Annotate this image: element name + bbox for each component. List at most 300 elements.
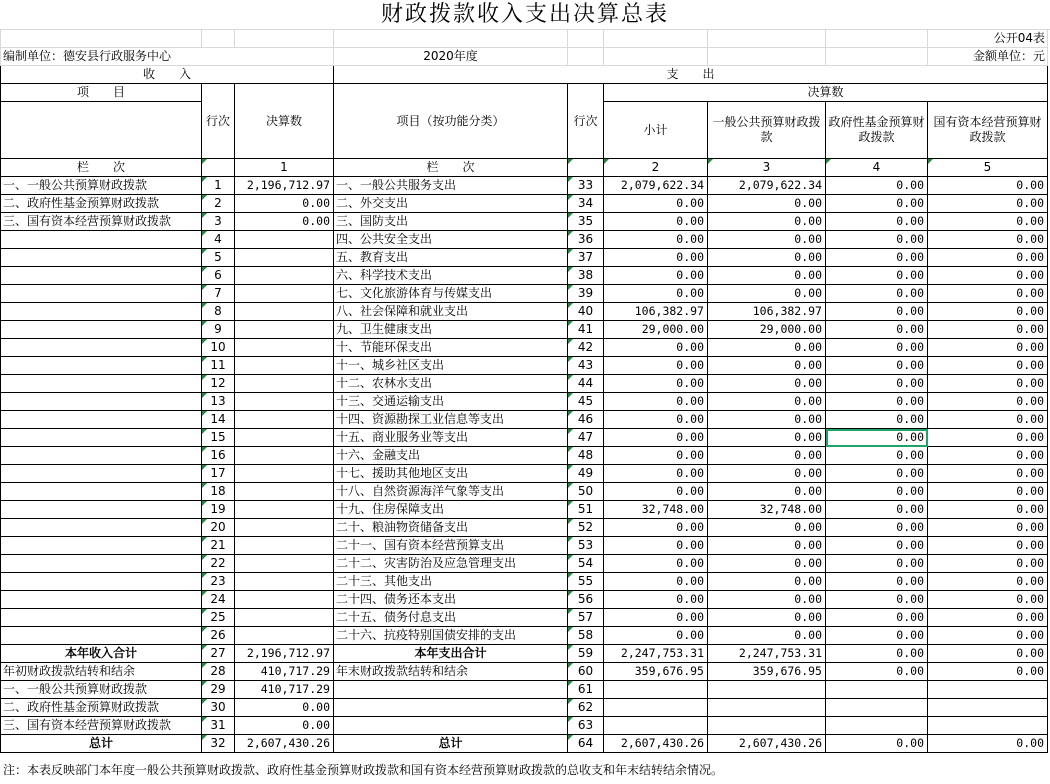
expense-fund[interactable] <box>826 699 928 717</box>
expense-general[interactable]: 0.00 <box>708 411 826 429</box>
income-row-no[interactable]: 23 <box>202 573 235 591</box>
expense-subtotal[interactable] <box>604 699 708 717</box>
expense-fund[interactable]: 0.00 <box>826 519 928 537</box>
expense-fund[interactable]: 0.00 <box>826 195 928 213</box>
expense-fund[interactable]: 0.00 <box>826 573 928 591</box>
expense-general[interactable]: 0.00 <box>708 339 826 357</box>
expense-row-no[interactable]: 48 <box>568 447 604 465</box>
income-row-no[interactable]: 12 <box>202 375 235 393</box>
income-item[interactable]: 本年收入合计 <box>1 645 202 663</box>
expense-row-no[interactable]: 44 <box>568 375 604 393</box>
income-amount[interactable] <box>235 393 334 411</box>
expense-item[interactable]: 二十一、国有资本经营预算支出 <box>334 537 568 555</box>
income-amount[interactable] <box>235 285 334 303</box>
expense-row-no[interactable]: 55 <box>568 573 604 591</box>
expense-fund[interactable]: 0.00 <box>826 267 928 285</box>
expense-general[interactable]: 0.00 <box>708 285 826 303</box>
income-row-no[interactable]: 16 <box>202 447 235 465</box>
income-amount[interactable]: 0.00 <box>235 195 334 213</box>
expense-row-no[interactable]: 57 <box>568 609 604 627</box>
expense-row-no[interactable]: 46 <box>568 411 604 429</box>
expense-subtotal[interactable]: 0.00 <box>604 267 708 285</box>
income-row-no[interactable]: 21 <box>202 537 235 555</box>
income-row-no[interactable]: 14 <box>202 411 235 429</box>
income-item[interactable]: 二、政府性基金预算财政拨款 <box>1 195 202 213</box>
expense-row-no[interactable]: 34 <box>568 195 604 213</box>
expense-fund[interactable]: 0.00 <box>826 429 928 447</box>
expense-fund[interactable]: 0.00 <box>826 591 928 609</box>
expense-general[interactable]: 106,382.97 <box>708 303 826 321</box>
expense-row-no[interactable]: 43 <box>568 357 604 375</box>
expense-subtotal[interactable]: 0.00 <box>604 465 708 483</box>
expense-item[interactable]: 五、教育支出 <box>334 249 568 267</box>
expense-general[interactable]: 0.00 <box>708 537 826 555</box>
expense-state[interactable]: 0.00 <box>928 321 1048 339</box>
income-row-no[interactable]: 3 <box>202 213 235 231</box>
expense-general[interactable]: 0.00 <box>708 195 826 213</box>
expense-state[interactable]: 0.00 <box>928 501 1048 519</box>
income-row-no[interactable]: 31 <box>202 717 235 735</box>
income-row-no[interactable]: 25 <box>202 609 235 627</box>
expense-subtotal[interactable]: 32,748.00 <box>604 501 708 519</box>
income-amount[interactable] <box>235 447 334 465</box>
expense-general[interactable]: 0.00 <box>708 465 826 483</box>
expense-fund[interactable]: 0.00 <box>826 663 928 681</box>
expense-state[interactable]: 0.00 <box>928 393 1048 411</box>
expense-subtotal[interactable] <box>604 681 708 699</box>
expense-fund[interactable]: 0.00 <box>826 483 928 501</box>
income-item[interactable] <box>1 573 202 591</box>
expense-item[interactable]: 七、文化旅游体育与传媒支出 <box>334 285 568 303</box>
expense-state[interactable]: 0.00 <box>928 285 1048 303</box>
table-row <box>1 609 1048 627</box>
income-row-no[interactable]: 10 <box>202 339 235 357</box>
income-item[interactable]: 一、一般公共预算财政拨款 <box>1 177 202 195</box>
income-item[interactable] <box>1 285 202 303</box>
income-amount[interactable] <box>235 357 334 375</box>
income-item[interactable]: 一、一般公共预算财政拨款 <box>1 681 202 699</box>
expense-item[interactable]: 年末财政拨款结转和结余 <box>334 663 568 681</box>
expense-item[interactable]: 十一、城乡社区支出 <box>334 357 568 375</box>
expense-general[interactable]: 0.00 <box>708 483 826 501</box>
income-row-no[interactable]: 30 <box>202 699 235 717</box>
income-amount[interactable]: 2,607,430.26 <box>235 735 334 753</box>
expense-row-no[interactable]: 63 <box>568 717 604 735</box>
func-item-header: 项目（按功能分类） <box>334 84 568 159</box>
expense-general[interactable]: 0.00 <box>708 267 826 285</box>
table-note: 注：本表反映部门本年度一般公共预算财政拨款、政府性基金预算财政拨款和国有资本经营预算财政拨款的总收支和年末结转结余情况。 <box>3 763 724 777</box>
expense-subtotal[interactable]: 0.00 <box>604 573 708 591</box>
expense-general[interactable]: 32,748.00 <box>708 501 826 519</box>
expense-subtotal[interactable]: 0.00 <box>604 483 708 501</box>
expense-state[interactable] <box>928 717 1048 735</box>
expense-row-no[interactable]: 53 <box>568 537 604 555</box>
expense-state[interactable]: 0.00 <box>928 573 1048 591</box>
income-amount[interactable] <box>235 231 334 249</box>
expense-row-no[interactable]: 51 <box>568 501 604 519</box>
expense-state[interactable]: 0.00 <box>928 249 1048 267</box>
expense-general[interactable]: 2,247,753.31 <box>708 645 826 663</box>
expense-general[interactable]: 0.00 <box>708 555 826 573</box>
income-amount[interactable] <box>235 339 334 357</box>
expense-subtotal[interactable] <box>604 717 708 735</box>
expense-general[interactable]: 0.00 <box>708 627 826 645</box>
expense-item[interactable]: 八、社会保障和就业支出 <box>334 303 568 321</box>
expense-subtotal[interactable]: 29,000.00 <box>604 321 708 339</box>
income-item[interactable]: 二、政府性基金预算财政拨款 <box>1 699 202 717</box>
expense-fund[interactable]: 0.00 <box>826 339 928 357</box>
income-row-no[interactable]: 2 <box>202 195 235 213</box>
income-amount[interactable]: 410,717.29 <box>235 681 334 699</box>
expense-row-no[interactable]: 40 <box>568 303 604 321</box>
income-amount[interactable] <box>235 519 334 537</box>
income-row-no[interactable]: 6 <box>202 267 235 285</box>
expense-row-no[interactable]: 49 <box>568 465 604 483</box>
income-item[interactable] <box>1 321 202 339</box>
expense-item[interactable]: 十二、农林水支出 <box>334 375 568 393</box>
expense-item[interactable]: 二十五、债务付息支出 <box>334 609 568 627</box>
expense-fund[interactable]: 0.00 <box>826 501 928 519</box>
expense-subtotal[interactable]: 106,382.97 <box>604 303 708 321</box>
expense-item[interactable]: 十三、交通运输支出 <box>334 393 568 411</box>
income-amount[interactable]: 0.00 <box>235 213 334 231</box>
expense-state[interactable]: 0.00 <box>928 357 1048 375</box>
expense-general[interactable] <box>708 717 826 735</box>
expense-state[interactable] <box>928 681 1048 699</box>
expense-row-no[interactable]: 37 <box>568 249 604 267</box>
expense-row-no[interactable]: 39 <box>568 285 604 303</box>
income-item[interactable]: 年初财政拨款结转和结余 <box>1 663 202 681</box>
income-amount[interactable] <box>235 465 334 483</box>
expense-subtotal[interactable]: 0.00 <box>604 357 708 375</box>
expense-fund[interactable] <box>826 717 928 735</box>
income-row-no[interactable]: 7 <box>202 285 235 303</box>
expense-subtotal[interactable]: 359,676.95 <box>604 663 708 681</box>
expense-item[interactable] <box>334 681 568 699</box>
income-row-no[interactable]: 27 <box>202 645 235 663</box>
expense-item[interactable]: 二十六、抗疫特别国债安排的支出 <box>334 627 568 645</box>
expense-item[interactable]: 九、卫生健康支出 <box>334 321 568 339</box>
expense-row-no[interactable]: 56 <box>568 591 604 609</box>
income-row-no[interactable]: 11 <box>202 357 235 375</box>
expense-fund[interactable]: 0.00 <box>826 627 928 645</box>
expense-subtotal[interactable]: 0.00 <box>604 339 708 357</box>
expense-fund[interactable]: 0.00 <box>826 249 928 267</box>
income-item[interactable] <box>1 447 202 465</box>
expense-item[interactable]: 二十三、其他支出 <box>334 573 568 591</box>
expense-fund[interactable]: 0.00 <box>826 447 928 465</box>
expense-row-no[interactable]: 38 <box>568 267 604 285</box>
income-item[interactable] <box>1 537 202 555</box>
expense-row-no[interactable]: 50 <box>568 483 604 501</box>
expense-general[interactable]: 0.00 <box>708 375 826 393</box>
col-index-label: 栏 次 <box>1 159 202 177</box>
expense-fund[interactable] <box>826 681 928 699</box>
expense-general[interactable] <box>708 681 826 699</box>
income-item[interactable]: 总计 <box>1 735 202 753</box>
income-amount[interactable] <box>235 411 334 429</box>
income-item[interactable] <box>1 501 202 519</box>
expense-state[interactable]: 0.00 <box>928 465 1048 483</box>
expense-fund[interactable]: 0.00 <box>826 375 928 393</box>
expense-general[interactable] <box>708 699 826 717</box>
expense-general[interactable]: 0.00 <box>708 357 826 375</box>
expense-fund[interactable]: 0.00 <box>826 411 928 429</box>
expense-row-no[interactable]: 36 <box>568 231 604 249</box>
income-item[interactable] <box>1 483 202 501</box>
expense-row-no[interactable]: 54 <box>568 555 604 573</box>
expense-item[interactable] <box>334 699 568 717</box>
expense-subtotal[interactable]: 0.00 <box>604 249 708 267</box>
income-amount[interactable] <box>235 303 334 321</box>
expense-subtotal[interactable]: 0.00 <box>604 447 708 465</box>
expense-item[interactable]: 二十、粮油物资储备支出 <box>334 519 568 537</box>
row-no-header-2: 行次 <box>568 84 604 159</box>
expense-item[interactable]: 二、外交支出 <box>334 195 568 213</box>
expense-general[interactable]: 0.00 <box>708 393 826 411</box>
income-row-no[interactable]: 19 <box>202 501 235 519</box>
expense-subtotal[interactable]: 0.00 <box>604 411 708 429</box>
expense-subtotal[interactable]: 0.00 <box>604 519 708 537</box>
expense-state[interactable]: 0.00 <box>928 645 1048 663</box>
expense-row-no[interactable]: 61 <box>568 681 604 699</box>
expense-item[interactable]: 一、一般公共服务支出 <box>334 177 568 195</box>
income-amount[interactable]: 2,196,712.97 <box>235 177 334 195</box>
expense-subtotal[interactable]: 0.00 <box>604 609 708 627</box>
expense-state[interactable]: 0.00 <box>928 735 1048 753</box>
expense-fund[interactable]: 0.00 <box>826 303 928 321</box>
expense-state[interactable]: 0.00 <box>928 609 1048 627</box>
income-amount[interactable] <box>235 627 334 645</box>
expense-item[interactable]: 十七、援助其他地区支出 <box>334 465 568 483</box>
expense-fund[interactable]: 0.00 <box>826 537 928 555</box>
expense-subtotal[interactable]: 0.00 <box>604 555 708 573</box>
income-item[interactable] <box>1 591 202 609</box>
income-amount[interactable] <box>235 321 334 339</box>
expense-state[interactable]: 0.00 <box>928 303 1048 321</box>
income-amount[interactable]: 0.00 <box>235 717 334 735</box>
income-row-no[interactable]: 4 <box>202 231 235 249</box>
income-item[interactable] <box>1 429 202 447</box>
expense-state[interactable]: 0.00 <box>928 447 1048 465</box>
expense-row-no[interactable]: 35 <box>568 213 604 231</box>
expense-state[interactable]: 0.00 <box>928 177 1048 195</box>
income-row-no[interactable]: 9 <box>202 321 235 339</box>
income-row-no[interactable]: 17 <box>202 465 235 483</box>
expense-fund[interactable]: 0.00 <box>826 465 928 483</box>
income-item[interactable] <box>1 627 202 645</box>
expense-row-no[interactable]: 52 <box>568 519 604 537</box>
expense-fund[interactable]: 0.00 <box>826 231 928 249</box>
expense-fund[interactable]: 0.00 <box>826 393 928 411</box>
expense-subtotal[interactable]: 0.00 <box>604 285 708 303</box>
expense-item[interactable]: 十六、金融支出 <box>334 447 568 465</box>
income-amount[interactable] <box>235 573 334 591</box>
table-row <box>1 249 1048 267</box>
expense-state[interactable]: 0.00 <box>928 375 1048 393</box>
expense-subtotal[interactable]: 0.00 <box>604 213 708 231</box>
expense-row-no[interactable]: 45 <box>568 393 604 411</box>
table-row <box>1 429 1048 447</box>
expense-row-no[interactable]: 59 <box>568 645 604 663</box>
expense-subtotal[interactable]: 0.00 <box>604 375 708 393</box>
expense-fund[interactable]: 0.00 <box>826 177 928 195</box>
expense-item[interactable]: 总计 <box>334 735 568 753</box>
expense-fund[interactable]: 0.00 <box>826 213 928 231</box>
expense-item[interactable]: 三、国防支出 <box>334 213 568 231</box>
expense-state[interactable]: 0.00 <box>928 267 1048 285</box>
income-item[interactable] <box>1 519 202 537</box>
income-item[interactable] <box>1 339 202 357</box>
expense-subtotal[interactable]: 0.00 <box>604 195 708 213</box>
income-row-no[interactable]: 24 <box>202 591 235 609</box>
income-item[interactable]: 三、国有资本经营预算财政拨款 <box>1 213 202 231</box>
expense-general[interactable]: 0.00 <box>708 447 826 465</box>
income-row-no[interactable]: 18 <box>202 483 235 501</box>
expense-state[interactable]: 0.00 <box>928 537 1048 555</box>
income-amount[interactable] <box>235 483 334 501</box>
expense-row-no[interactable]: 33 <box>568 177 604 195</box>
expense-row-no[interactable]: 47 <box>568 429 604 447</box>
col-index-5: 5 <box>928 159 1048 177</box>
expense-item[interactable]: 十四、资源勘探工业信息等支出 <box>334 411 568 429</box>
expense-item[interactable] <box>334 717 568 735</box>
income-amount[interactable] <box>235 375 334 393</box>
expense-subtotal[interactable]: 2,607,430.26 <box>604 735 708 753</box>
income-row-no[interactable]: 8 <box>202 303 235 321</box>
income-row-no[interactable]: 5 <box>202 249 235 267</box>
expense-item[interactable]: 十八、自然资源海洋气象等支出 <box>334 483 568 501</box>
expense-general[interactable]: 0.00 <box>708 429 826 447</box>
expense-item[interactable]: 四、公共安全支出 <box>334 231 568 249</box>
expense-general[interactable]: 0.00 <box>708 519 826 537</box>
expense-item[interactable]: 二十二、灾害防治及应急管理支出 <box>334 555 568 573</box>
income-item[interactable] <box>1 357 202 375</box>
income-row-no[interactable]: 22 <box>202 555 235 573</box>
expense-row-no[interactable]: 41 <box>568 321 604 339</box>
income-amount[interactable]: 0.00 <box>235 699 334 717</box>
income-row-no[interactable]: 20 <box>202 519 235 537</box>
expense-fund[interactable]: 0.00 <box>826 555 928 573</box>
income-item[interactable] <box>1 465 202 483</box>
table-row <box>1 267 1048 285</box>
expense-row-no[interactable]: 42 <box>568 339 604 357</box>
income-row-no[interactable]: 13 <box>202 393 235 411</box>
income-item[interactable] <box>1 249 202 267</box>
income-row-no[interactable]: 15 <box>202 429 235 447</box>
income-header: 收 入 <box>1 66 334 84</box>
expense-general[interactable]: 2,079,622.34 <box>708 177 826 195</box>
income-amount[interactable] <box>235 537 334 555</box>
expense-fund[interactable]: 0.00 <box>826 285 928 303</box>
expense-item[interactable]: 二十四、债务还本支出 <box>334 591 568 609</box>
expense-fund[interactable]: 0.00 <box>826 645 928 663</box>
expense-state[interactable]: 0.00 <box>928 627 1048 645</box>
expense-general[interactable]: 0.00 <box>708 249 826 267</box>
expense-general[interactable]: 0.00 <box>708 231 826 249</box>
expense-item[interactable]: 十五、商业服务业等支出 <box>334 429 568 447</box>
income-item[interactable] <box>1 411 202 429</box>
expense-subtotal[interactable]: 0.00 <box>604 627 708 645</box>
expense-state[interactable]: 0.00 <box>928 429 1048 447</box>
expense-subtotal[interactable]: 0.00 <box>604 591 708 609</box>
expense-item[interactable]: 本年支出合计 <box>334 645 568 663</box>
income-item[interactable] <box>1 393 202 411</box>
income-row-no[interactable]: 32 <box>202 735 235 753</box>
income-amount[interactable] <box>235 591 334 609</box>
expense-subtotal[interactable]: 0.00 <box>604 537 708 555</box>
income-row-no[interactable]: 1 <box>202 177 235 195</box>
expense-state[interactable]: 0.00 <box>928 591 1048 609</box>
income-row-no[interactable]: 29 <box>202 681 235 699</box>
expense-fund[interactable]: 0.00 <box>826 357 928 375</box>
expense-state[interactable] <box>928 699 1048 717</box>
income-row-no[interactable]: 28 <box>202 663 235 681</box>
expense-row-no[interactable]: 58 <box>568 627 604 645</box>
expense-subtotal[interactable]: 2,247,753.31 <box>604 645 708 663</box>
expense-item[interactable]: 十、节能环保支出 <box>334 339 568 357</box>
expense-general[interactable]: 29,000.00 <box>708 321 826 339</box>
expense-state[interactable]: 0.00 <box>928 213 1048 231</box>
income-item[interactable]: 三、国有资本经营预算财政拨款 <box>1 717 202 735</box>
expense-subtotal[interactable]: 0.00 <box>604 429 708 447</box>
expense-general[interactable]: 0.00 <box>708 573 826 591</box>
expense-fund[interactable]: 0.00 <box>826 321 928 339</box>
expense-state[interactable]: 0.00 <box>928 231 1048 249</box>
income-amount[interactable] <box>235 267 334 285</box>
col-index-1: 1 <box>235 159 334 177</box>
expense-row-no[interactable]: 64 <box>568 735 604 753</box>
expense-item[interactable]: 十九、住房保障支出 <box>334 501 568 519</box>
income-amount[interactable] <box>235 609 334 627</box>
income-amount[interactable]: 410,717.29 <box>235 663 334 681</box>
income-amount[interactable] <box>235 429 334 447</box>
expense-general[interactable]: 2,607,430.26 <box>708 735 826 753</box>
expense-state[interactable]: 0.00 <box>928 519 1048 537</box>
expense-state[interactable]: 0.00 <box>928 555 1048 573</box>
expense-state[interactable]: 0.00 <box>928 411 1048 429</box>
expense-subtotal[interactable]: 0.00 <box>604 231 708 249</box>
income-row-no[interactable]: 26 <box>202 627 235 645</box>
expense-subtotal[interactable]: 0.00 <box>604 393 708 411</box>
expense-state[interactable]: 0.00 <box>928 195 1048 213</box>
expense-general[interactable]: 0.00 <box>708 591 826 609</box>
income-amount[interactable] <box>235 249 334 267</box>
expense-subtotal[interactable]: 2,079,622.34 <box>604 177 708 195</box>
expense-row-no[interactable]: 62 <box>568 699 604 717</box>
expense-state[interactable]: 0.00 <box>928 483 1048 501</box>
expense-row-no[interactable]: 60 <box>568 663 604 681</box>
expense-fund[interactable]: 0.00 <box>826 609 928 627</box>
income-item[interactable] <box>1 231 202 249</box>
expense-item[interactable]: 六、科学技术支出 <box>334 267 568 285</box>
expense-fund[interactable]: 0.00 <box>826 735 928 753</box>
income-item[interactable] <box>1 375 202 393</box>
income-item[interactable] <box>1 555 202 573</box>
income-item[interactable] <box>1 267 202 285</box>
final-accounts-table <box>0 29 1048 753</box>
income-amount[interactable]: 2,196,712.97 <box>235 645 334 663</box>
income-item[interactable] <box>1 609 202 627</box>
expense-general[interactable]: 359,676.95 <box>708 663 826 681</box>
expense-general[interactable]: 0.00 <box>708 609 826 627</box>
income-amount[interactable] <box>235 555 334 573</box>
income-amount[interactable] <box>235 501 334 519</box>
expense-state[interactable]: 0.00 <box>928 339 1048 357</box>
expense-general[interactable]: 0.00 <box>708 213 826 231</box>
expense-state[interactable]: 0.00 <box>928 663 1048 681</box>
income-item[interactable] <box>1 303 202 321</box>
